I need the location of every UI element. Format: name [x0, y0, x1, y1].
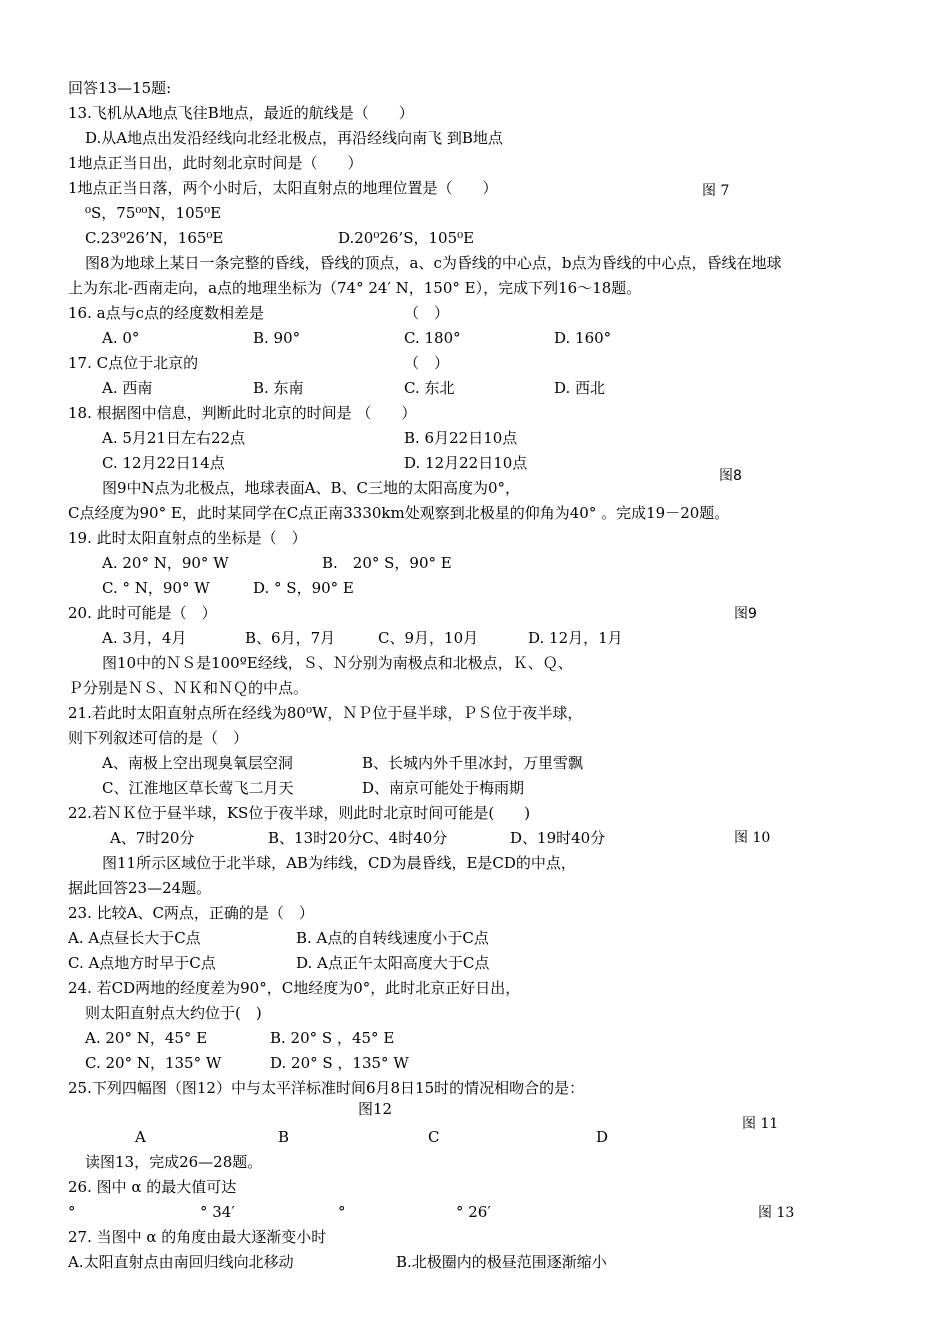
option-d: D、19时40分 [510, 829, 606, 847]
option-a: ° [68, 1203, 76, 1221]
option-b: B. 东南 [253, 379, 304, 397]
option-d: D. 160° [554, 329, 612, 347]
option-a: A.太阳直射点由南回归线向北移动 [68, 1253, 294, 1271]
passage-line: 图10中的ＮＳ是100ºE经线，Ｓ、Ｎ分别为南极点和北极点，Ｋ、Ｑ、 [102, 654, 573, 672]
question-24-continued: 则太阳直射点大约位于( ) [85, 1004, 262, 1022]
option-d: D、南京可能处于梅雨期 [362, 779, 525, 797]
answer-bracket: （ ） [404, 304, 450, 322]
question-17: 17. C点位于北京的 [68, 354, 199, 372]
option-a: A. 20° N，90° W [102, 554, 229, 572]
question-26: 26. 图中 α 的最大值可达 [68, 1178, 237, 1196]
option-d: D. 12月22日10点 [404, 454, 528, 472]
option-b: B. 20° S ，45° E [270, 1029, 395, 1047]
option-c: C. 12月22日14点 [102, 454, 225, 472]
question-27: 27. 当图中 α 的角度由最大逐渐变小时 [68, 1228, 327, 1246]
option-c: C、9月，10月 [378, 629, 479, 647]
option-a: A. 20° N，45° E [85, 1029, 208, 1047]
option-c: C.23⁰26’N，165⁰E [85, 229, 224, 247]
question-24: 24. 若CD两地的经度差为90°，C地经度为0°，此时北京正好日出， [68, 979, 521, 997]
question-22: 22.若ＮＫ位于昼半球，KS位于夜半球，则此时北京时间可能是( ) [68, 804, 531, 822]
figure-9-label: 图9 [734, 606, 757, 622]
option-c: C. 180° [404, 329, 461, 347]
option-d: D. ° S，90° E [253, 579, 354, 597]
option-line: ⁰S，75⁰⁰N，105⁰E [85, 204, 222, 222]
question-21-continued: 则下列叙述可信的是（ ） [68, 729, 249, 747]
option-b: B. 90° [253, 329, 301, 347]
question-18: 18. 根据图中信息，判断此时北京的时间是 （ ） [68, 404, 417, 422]
choice-d-label: D [596, 1128, 609, 1146]
option-b-c: B、13时20分C、4时40分 [268, 829, 448, 847]
option-c: C、江淮地区草长莺飞二月天 [102, 779, 294, 797]
option-b: B.北极圈内的极昼范围逐渐缩小 [396, 1253, 607, 1271]
option-c: C. ° N，90° W [102, 579, 210, 597]
question-23: 23. 比较A、C两点，正确的是（ ） [68, 904, 314, 922]
passage-line: 读图13，完成26—28题。 [85, 1153, 263, 1171]
choice-b-label: B [278, 1128, 290, 1146]
passage-line: 图11所示区域位于北半球，AB为纬线，CD为晨昏线，E是CD的中点， [102, 854, 576, 872]
answer-bracket: （ ） [404, 354, 450, 372]
option-b: B. 20° S，90° E [322, 554, 452, 572]
passage-line: Ｐ分别是ＮＳ、ＮＫ和ＮＱ的中点。 [68, 679, 309, 697]
option-b: B. 6月22日10点 [404, 429, 518, 447]
option-d: D. 西北 [554, 379, 606, 397]
figure-10-label: 图 10 [734, 830, 771, 846]
question-16: 16. a点与c点的经度数相差是 [68, 304, 264, 322]
choice-c-label: C [428, 1128, 440, 1146]
question-21: 21.若此时太阳直射点所在经线为80⁰W，ＮＰ位于昼半球，ＰＳ位于夜半球， [68, 704, 583, 722]
question-13: 13.飞机从A地点飞往B地点，最近的航线是（ ） [68, 104, 414, 122]
option-b: ° 34′ [200, 1203, 235, 1221]
figure-11-label: 图 11 [742, 1116, 779, 1132]
passage-line: C点经度为90° E，此时某同学在C点正南3330km处观察到北极星的仰角为40° 。完成19－20题。 [68, 504, 730, 522]
option-d: ° 26′ [456, 1203, 491, 1221]
option-line: D.从A地点出发沿经线向北经北极点，再沿经线向南飞 到B地点 [85, 129, 503, 147]
question-15: 1地点正当日落，两个小时后，太阳直射点的地理位置是（ ） [68, 179, 498, 197]
passage-line: 据此回答23—24题。 [68, 879, 212, 897]
option-b: B. A点的自转线速度小于C点 [296, 929, 489, 947]
option-c: C. 东北 [404, 379, 455, 397]
option-a: A. 西南 [102, 379, 153, 397]
option-b: B、6月，7月 [245, 629, 336, 647]
option-a: A. 3月，4月 [102, 629, 187, 647]
text-line: 回答13—15题: [68, 79, 172, 97]
option-c: ° [338, 1203, 346, 1221]
passage-line: 图8为地球上某日一条完整的昏线，昏线的顶点，a、c为昏线的中心点，b点为昏线的中心点，昏线在地球 [85, 254, 782, 272]
choice-a-label: A [135, 1128, 146, 1146]
option-d: D.20⁰26’S，105⁰E [338, 229, 475, 247]
question-14: 1地点正当日出，此时刻北京时间是（ ） [68, 154, 363, 172]
option-a: A. A点昼长大于C点 [68, 929, 201, 947]
option-a: A. 5月21日左右22点 [102, 429, 246, 447]
question-20: 20. 此时可能是（ ） [68, 604, 217, 622]
option-a: A. 0° [102, 329, 140, 347]
figure-13-label: 图 13 [758, 1205, 795, 1221]
figure-7-label: 图 7 [702, 183, 730, 199]
option-a: A、7时20分 [110, 829, 195, 847]
option-c: C. A点地方时早于C点 [68, 954, 216, 972]
question-25: 25.下列四幅图（图12）中与太平洋标准时间6月8日15时的情况相吻合的是： [68, 1079, 585, 1097]
option-c: C. 20° N，135° W [85, 1054, 222, 1072]
question-19: 19. 此时太阳直射点的坐标是（ ） [68, 529, 307, 547]
option-d: D. 20° S ，135° W [270, 1054, 409, 1072]
figure-12-label: 图12 [358, 1100, 393, 1118]
figure-8-label: 图8 [719, 468, 742, 484]
option-a: A、南极上空出现臭氧层空洞 [102, 754, 293, 772]
option-b: B、长城内外千里冰封，万里雪飘 [362, 754, 584, 772]
passage-line: 图9中N点为北极点，地球表面A、B、C三地的太阳高度为0°， [102, 479, 521, 497]
passage-line: 上为东北-西南走向，a点的地理坐标为（74° 24′ N，150° E），完成下列16～18题。 [68, 279, 642, 297]
option-d: D. 12月，1月 [528, 629, 623, 647]
option-d: D. A点正午太阳高度大于C点 [296, 954, 490, 972]
